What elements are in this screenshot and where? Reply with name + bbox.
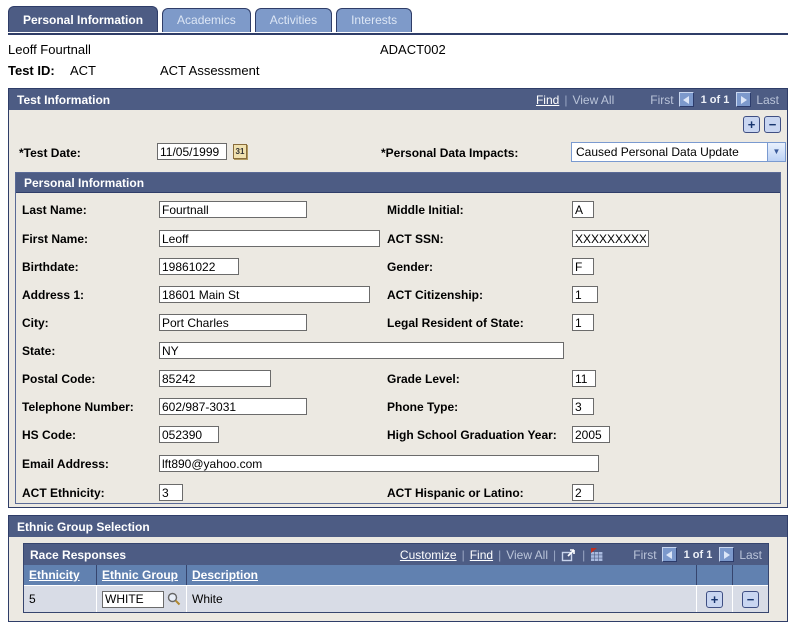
personal-data-impacts-select[interactable] xyxy=(571,142,786,162)
state-label: State: xyxy=(22,344,56,358)
test-description: ACT Assessment xyxy=(160,63,260,78)
grade-level-label: Grade Level: xyxy=(387,372,460,386)
state-input[interactable] xyxy=(159,342,564,359)
phone-type-label: Phone Type: xyxy=(387,400,459,414)
ethnic-group-section-body xyxy=(8,537,788,622)
test-information-section xyxy=(8,88,788,508)
gender-input[interactable] xyxy=(572,258,594,275)
prev-arrow-icon xyxy=(666,551,672,559)
hs-grad-year-input[interactable] xyxy=(572,426,610,443)
middle-initial-input[interactable] xyxy=(572,201,594,218)
description-value: White xyxy=(192,592,223,606)
delete-row-button[interactable]: − xyxy=(742,591,759,608)
last-name-label: Last Name: xyxy=(22,203,87,217)
act-citizenship-input[interactable] xyxy=(572,286,598,303)
add-row-button[interactable]: + xyxy=(743,116,760,133)
hs-grad-year-label: High School Graduation Year: xyxy=(387,428,557,442)
row-count: 1 of 1 xyxy=(700,93,730,106)
first-name-input[interactable] xyxy=(159,230,380,247)
grid-titlebar xyxy=(24,544,768,565)
postal-code-label: Postal Code: xyxy=(22,372,96,386)
lookup-icon[interactable] xyxy=(167,592,181,606)
act-hispanic-input[interactable] xyxy=(572,484,594,501)
add-row-button[interactable]: + xyxy=(706,591,723,608)
hs-code-input[interactable] xyxy=(159,426,219,443)
first-name-label: First Name: xyxy=(22,232,89,246)
column-header-description[interactable]: Description xyxy=(192,568,259,582)
postal-code-input[interactable] xyxy=(159,370,271,387)
student-id: ADACT002 xyxy=(380,42,446,57)
tab-activities[interactable]: Activities xyxy=(255,8,332,32)
previous-row-button[interactable] xyxy=(662,547,677,562)
race-responses-grid xyxy=(23,543,769,613)
city-label: City: xyxy=(22,316,49,330)
next-row-button[interactable] xyxy=(719,547,734,562)
birthdate-input[interactable] xyxy=(159,258,239,275)
last-label: Last xyxy=(756,92,779,107)
test-date-label: *Test Date: xyxy=(19,146,81,160)
column-header-ethnic-group[interactable]: Ethnic Group xyxy=(102,568,178,582)
tab-academics[interactable]: Academics xyxy=(162,8,251,32)
tab-personal-information[interactable]: Personal Information xyxy=(8,6,158,32)
row-count: 1 of 1 xyxy=(683,548,713,561)
test-info-navbar: Find | View All First 1 of 1 Last xyxy=(535,92,779,107)
view-all-link[interactable]: View All xyxy=(572,92,615,107)
grid-title: Race Responses xyxy=(30,547,127,562)
personal-information-groupbox-header xyxy=(16,173,780,193)
last-name-input[interactable] xyxy=(159,201,307,218)
act-ssn-label: ACT SSN: xyxy=(387,232,444,246)
download-icon[interactable] xyxy=(590,548,605,562)
telephone-input[interactable] xyxy=(159,398,307,415)
legal-resident-input[interactable] xyxy=(572,314,594,331)
groupbox-title: Personal Information xyxy=(24,175,145,190)
grade-level-input[interactable] xyxy=(572,370,596,387)
calendar-icon[interactable]: 31 xyxy=(233,144,247,159)
section-title: Test Information xyxy=(17,92,111,107)
test-id-label: Test ID: xyxy=(8,63,55,78)
gender-label: Gender: xyxy=(387,260,434,274)
personal-data-impacts-label: *Personal Data Impacts: xyxy=(381,146,519,160)
birthdate-label: Birthdate: xyxy=(22,260,79,274)
act-ethnicity-input[interactable] xyxy=(159,484,183,501)
view-all-link[interactable]: View All xyxy=(506,547,548,562)
test-date-input[interactable] xyxy=(157,143,227,160)
ethnic-group-input[interactable] xyxy=(102,591,164,608)
find-link[interactable]: Find xyxy=(469,547,494,562)
column-header-ethnicity[interactable]: Ethnicity xyxy=(29,568,80,582)
customize-link[interactable]: Customize xyxy=(399,547,457,562)
tab-interests[interactable]: Interests xyxy=(336,8,412,32)
next-arrow-icon xyxy=(724,551,730,559)
act-citizenship-label: ACT Citizenship: xyxy=(387,288,483,302)
ethnic-group-section-header xyxy=(8,515,788,537)
selected-option: Caused Personal Data Update xyxy=(576,145,739,159)
telephone-label: Telephone Number: xyxy=(22,400,134,414)
tab-underline xyxy=(8,33,788,35)
first-label: First xyxy=(650,92,674,107)
delete-row-button[interactable]: − xyxy=(764,116,781,133)
test-information-header xyxy=(8,88,788,110)
email-label: Email Address: xyxy=(22,457,109,471)
next-arrow-icon xyxy=(741,96,747,104)
city-input[interactable] xyxy=(159,314,307,331)
act-ssn-input[interactable] xyxy=(572,230,649,247)
last-label: Last xyxy=(739,547,762,562)
legal-resident-label: Legal Resident of State: xyxy=(387,316,524,330)
phone-type-input[interactable] xyxy=(572,398,594,415)
grid-navbar: Customize | Find | View All | | First 1 of 1 Last xyxy=(399,547,762,562)
act-hispanic-label: ACT Hispanic or Latino: xyxy=(387,486,524,500)
previous-row-button[interactable] xyxy=(679,92,694,107)
email-input[interactable] xyxy=(159,455,599,472)
prev-arrow-icon xyxy=(683,96,689,104)
hs-code-label: HS Code: xyxy=(22,428,76,442)
test-id-value: ACT xyxy=(70,63,96,78)
ethnic-group-section xyxy=(8,515,788,622)
address1-label: Address 1: xyxy=(22,288,85,302)
tab-bar xyxy=(8,6,416,32)
address1-input[interactable] xyxy=(159,286,370,303)
ethnicity-value: 5 xyxy=(29,592,36,606)
student-name: Leoff Fourtnall xyxy=(8,42,91,57)
dropdown-arrow-icon: ▼ xyxy=(767,143,785,161)
table-row xyxy=(24,585,768,612)
personal-information-groupbox xyxy=(15,172,781,504)
test-information-body xyxy=(8,110,788,508)
popup-window-icon[interactable] xyxy=(561,548,577,562)
next-row-button[interactable] xyxy=(736,92,751,107)
act-ethnicity-label: ACT Ethnicity: xyxy=(22,486,105,500)
section-title: Ethnic Group Selection xyxy=(17,519,150,534)
middle-initial-label: Middle Initial: xyxy=(387,203,464,217)
grid-column-header-row xyxy=(24,565,768,585)
first-label: First xyxy=(633,547,657,562)
find-link[interactable]: Find xyxy=(535,92,560,107)
